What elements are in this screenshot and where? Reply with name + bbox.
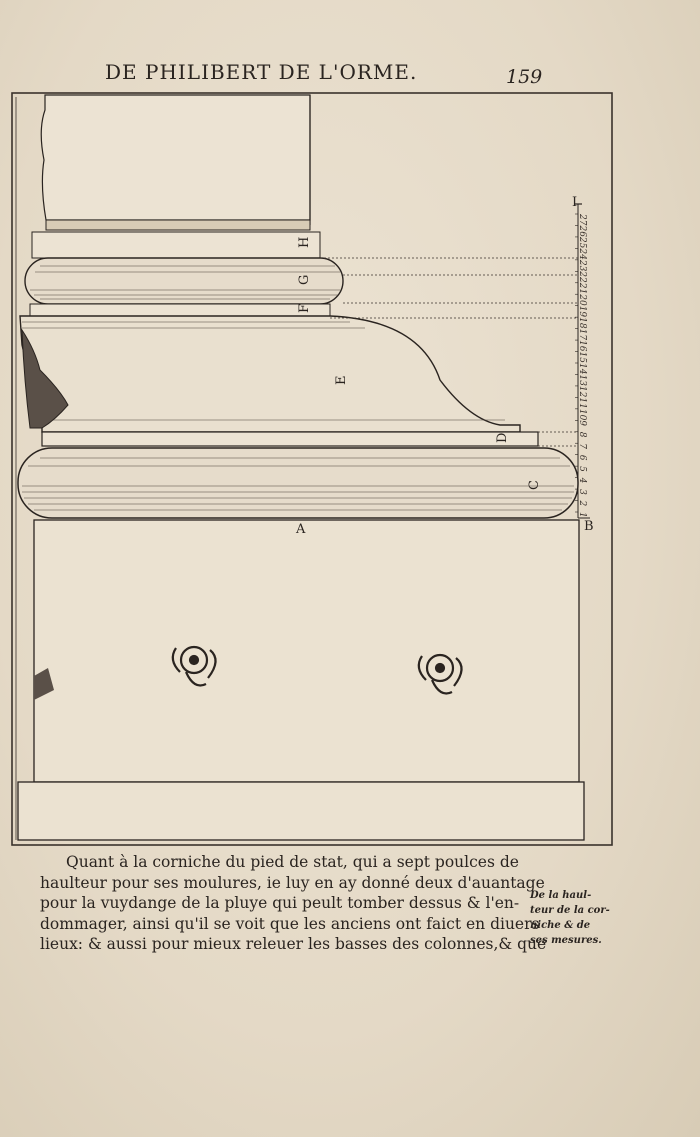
scale-number: 9 — [577, 420, 587, 427]
body-line: dommager, ainsi qu'il se voit que les anciens ont faict en diuers — [40, 914, 540, 933]
torus-c — [18, 448, 578, 518]
fillet-h — [46, 220, 310, 230]
fillet-f — [30, 304, 330, 316]
body-line: lieux: & aussi pour mieux releuer les basses des colonnes,& que — [40, 935, 547, 953]
margin-note — [530, 888, 610, 948]
scale-number: 24 — [577, 248, 587, 260]
label-b: B — [584, 519, 594, 534]
label-d: D — [495, 432, 510, 443]
label-a: A — [296, 522, 306, 537]
scale-number: 2 — [577, 500, 587, 507]
scale-number: 17 — [577, 328, 587, 341]
label-f: F — [297, 303, 312, 313]
scale-number: 11 — [577, 397, 587, 409]
body-line: pour la vuydange de la pluye qui peult tomber dessus & l'en- — [40, 894, 520, 912]
scale-number: 27 — [577, 214, 587, 226]
scale-number: 15 — [577, 351, 587, 363]
scale-number: 1 — [577, 512, 587, 518]
scale-number: 19 — [577, 305, 587, 318]
scale-number: 25 — [577, 236, 587, 249]
scale-number: 7 — [577, 443, 587, 449]
torus-g — [25, 258, 343, 304]
margin-note-line: teur de la cor- — [530, 905, 610, 916]
page-number: 159 — [506, 66, 543, 88]
scale-number: 6 — [577, 454, 587, 461]
scale-number: 10 — [577, 408, 587, 421]
scale-number: 14 — [577, 363, 587, 375]
label-e: E — [334, 375, 349, 385]
label-g: G — [297, 274, 312, 285]
pedestal-die — [34, 520, 579, 782]
scale-number: 20 — [577, 294, 587, 306]
scale-number: 3 — [577, 489, 587, 495]
scale-number: 12 — [577, 385, 587, 398]
scale-number: 23 — [577, 259, 587, 272]
scale-number: 21 — [577, 282, 587, 295]
label-i: I — [572, 195, 578, 210]
fillet-d — [42, 432, 538, 446]
body-paragraph — [40, 852, 547, 955]
margin-note-line: ses mesures. — [530, 935, 602, 946]
cyma-e — [20, 316, 520, 432]
running-title: DE PHILIBERT DE L'ORME. — [105, 60, 418, 84]
column-shaft — [41, 95, 310, 220]
scale-number: 18 — [577, 317, 587, 329]
margin-note-line: De la haul- — [530, 890, 592, 901]
scale-number: 5 — [577, 466, 587, 472]
scale-number: 4 — [577, 477, 587, 484]
scale-number: 26 — [577, 225, 587, 237]
scale-number: 22 — [577, 271, 587, 283]
pedestal-plinth — [18, 782, 584, 840]
scale-number: 16 — [577, 340, 587, 352]
margin-note-line: niche & de — [530, 920, 591, 931]
body-line: haulteur pour ses moulures, ie luy en ay donné deux d'auantage — [40, 873, 545, 892]
scale-number: 8 — [577, 431, 587, 438]
label-c: C — [527, 480, 542, 490]
body-line: Quant à la corniche du pied de stat, qui a sept poulces de — [66, 853, 519, 871]
label-h: H — [297, 236, 312, 248]
scale-number: 13 — [577, 374, 587, 386]
